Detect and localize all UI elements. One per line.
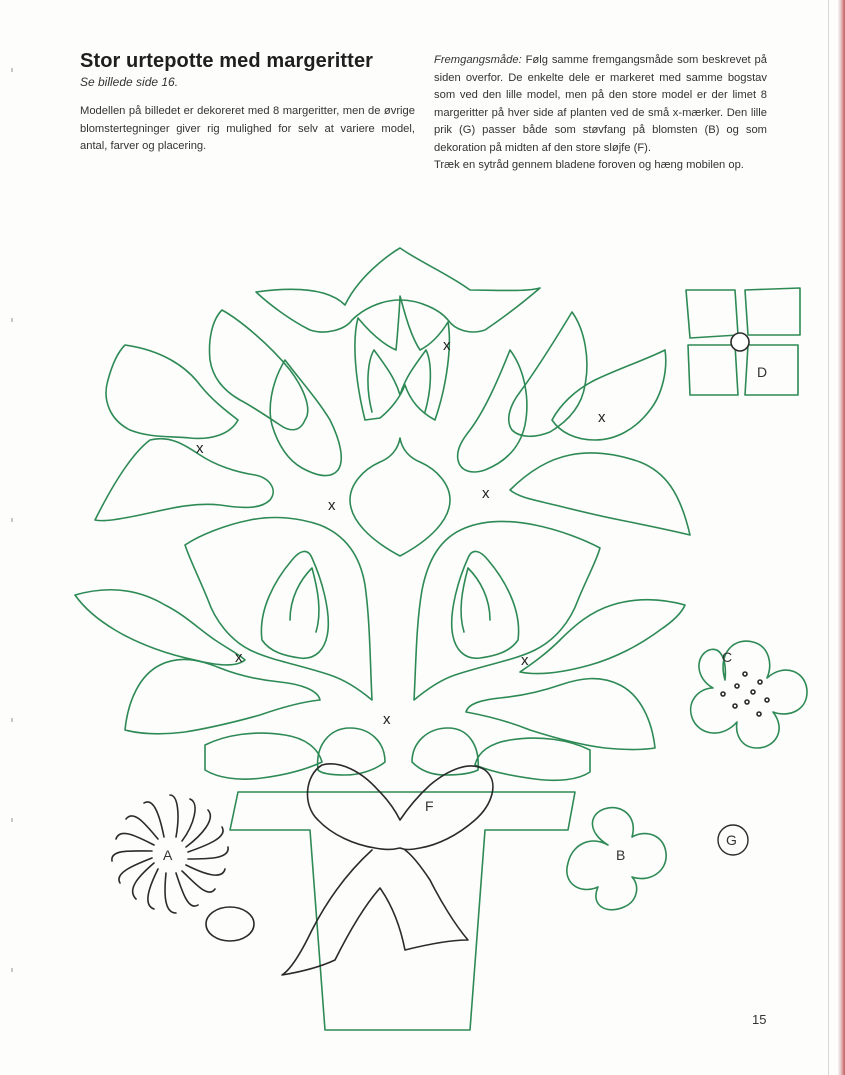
bow-tails — [282, 850, 468, 975]
plant-pattern — [75, 248, 690, 780]
page-number: 15 — [752, 1012, 767, 1027]
label-d: D — [757, 364, 768, 380]
method-text: Følg samme fremgangsmåde som beskrevet på siden overfor. De enkelte dele er markeret med samme bogstav som ved den lille model, men på den store model er der limet 8 margeritter på hver side af planten ved de små x-mærker. Den lille prik (G) passer både som støvfang på blomsten (B) og som dekoration på midten af den store sløjfe (F). — [434, 54, 767, 154]
dot-g — [718, 825, 748, 855]
leaf-pot-left — [205, 733, 322, 779]
flower-d-center — [731, 333, 749, 351]
intro-paragraph: Modellen på billedet er dekoreret med 8 margeritter, men de øvrige blomstertegninger giver rig mulighed for selv at variere model, antal, farver og placering. — [80, 105, 415, 152]
flower-pot — [230, 792, 575, 1030]
leaf-right-lower — [520, 600, 685, 674]
flower-d — [686, 288, 800, 395]
x-mark: x — [443, 337, 451, 354]
leaf-right-bottom — [466, 679, 655, 750]
stem-left — [185, 518, 372, 700]
leaf-left-bottom — [125, 659, 320, 733]
method-lead: Fremgangsmåde: — [434, 54, 522, 66]
label-c: C — [722, 649, 733, 665]
label-g: G — [726, 832, 737, 848]
x-mark: x — [328, 497, 336, 514]
x-mark: x — [598, 409, 606, 426]
bud-bow-left — [318, 728, 385, 775]
flower-b — [567, 808, 666, 910]
bud-bow-right — [412, 728, 478, 775]
stem-right — [414, 522, 600, 700]
leaf-right-outer — [552, 350, 666, 440]
label-b: B — [616, 847, 626, 863]
flower-c-petals — [691, 641, 807, 748]
label-a: A — [163, 847, 173, 863]
leaf-left-mid — [95, 439, 273, 521]
bud-left-inner — [290, 568, 319, 632]
flower-c-dots — [721, 672, 769, 716]
leaf-left-outer — [106, 345, 238, 438]
bow-loops — [307, 764, 492, 850]
leaf-right-upper-inner — [458, 350, 527, 472]
x-mark: x — [482, 485, 490, 502]
flower-c — [691, 641, 807, 748]
x-mark: x — [235, 649, 243, 666]
bud-upper-inner — [368, 350, 430, 412]
leaf-right-mid — [510, 453, 690, 535]
label-f: F — [425, 798, 434, 814]
leaf-center — [350, 438, 450, 556]
method-paragraph-2: Træk en sytråd gennem bladene foroven og hæng mobilen op. — [434, 159, 744, 171]
bud-right-inner — [461, 568, 490, 632]
page-title: Stor urtepotte med margeritter — [80, 50, 374, 72]
page-subtitle: Se billede side 16. — [80, 75, 179, 89]
daisy-center-piece — [206, 907, 254, 941]
leaf-left-lower — [75, 590, 245, 665]
leaf-right-upper — [509, 312, 587, 436]
leaf-pot-right — [475, 738, 590, 780]
x-mark: x — [521, 652, 529, 669]
x-mark: x — [383, 711, 391, 728]
daisy-a — [112, 795, 228, 913]
x-mark: x — [196, 440, 204, 457]
